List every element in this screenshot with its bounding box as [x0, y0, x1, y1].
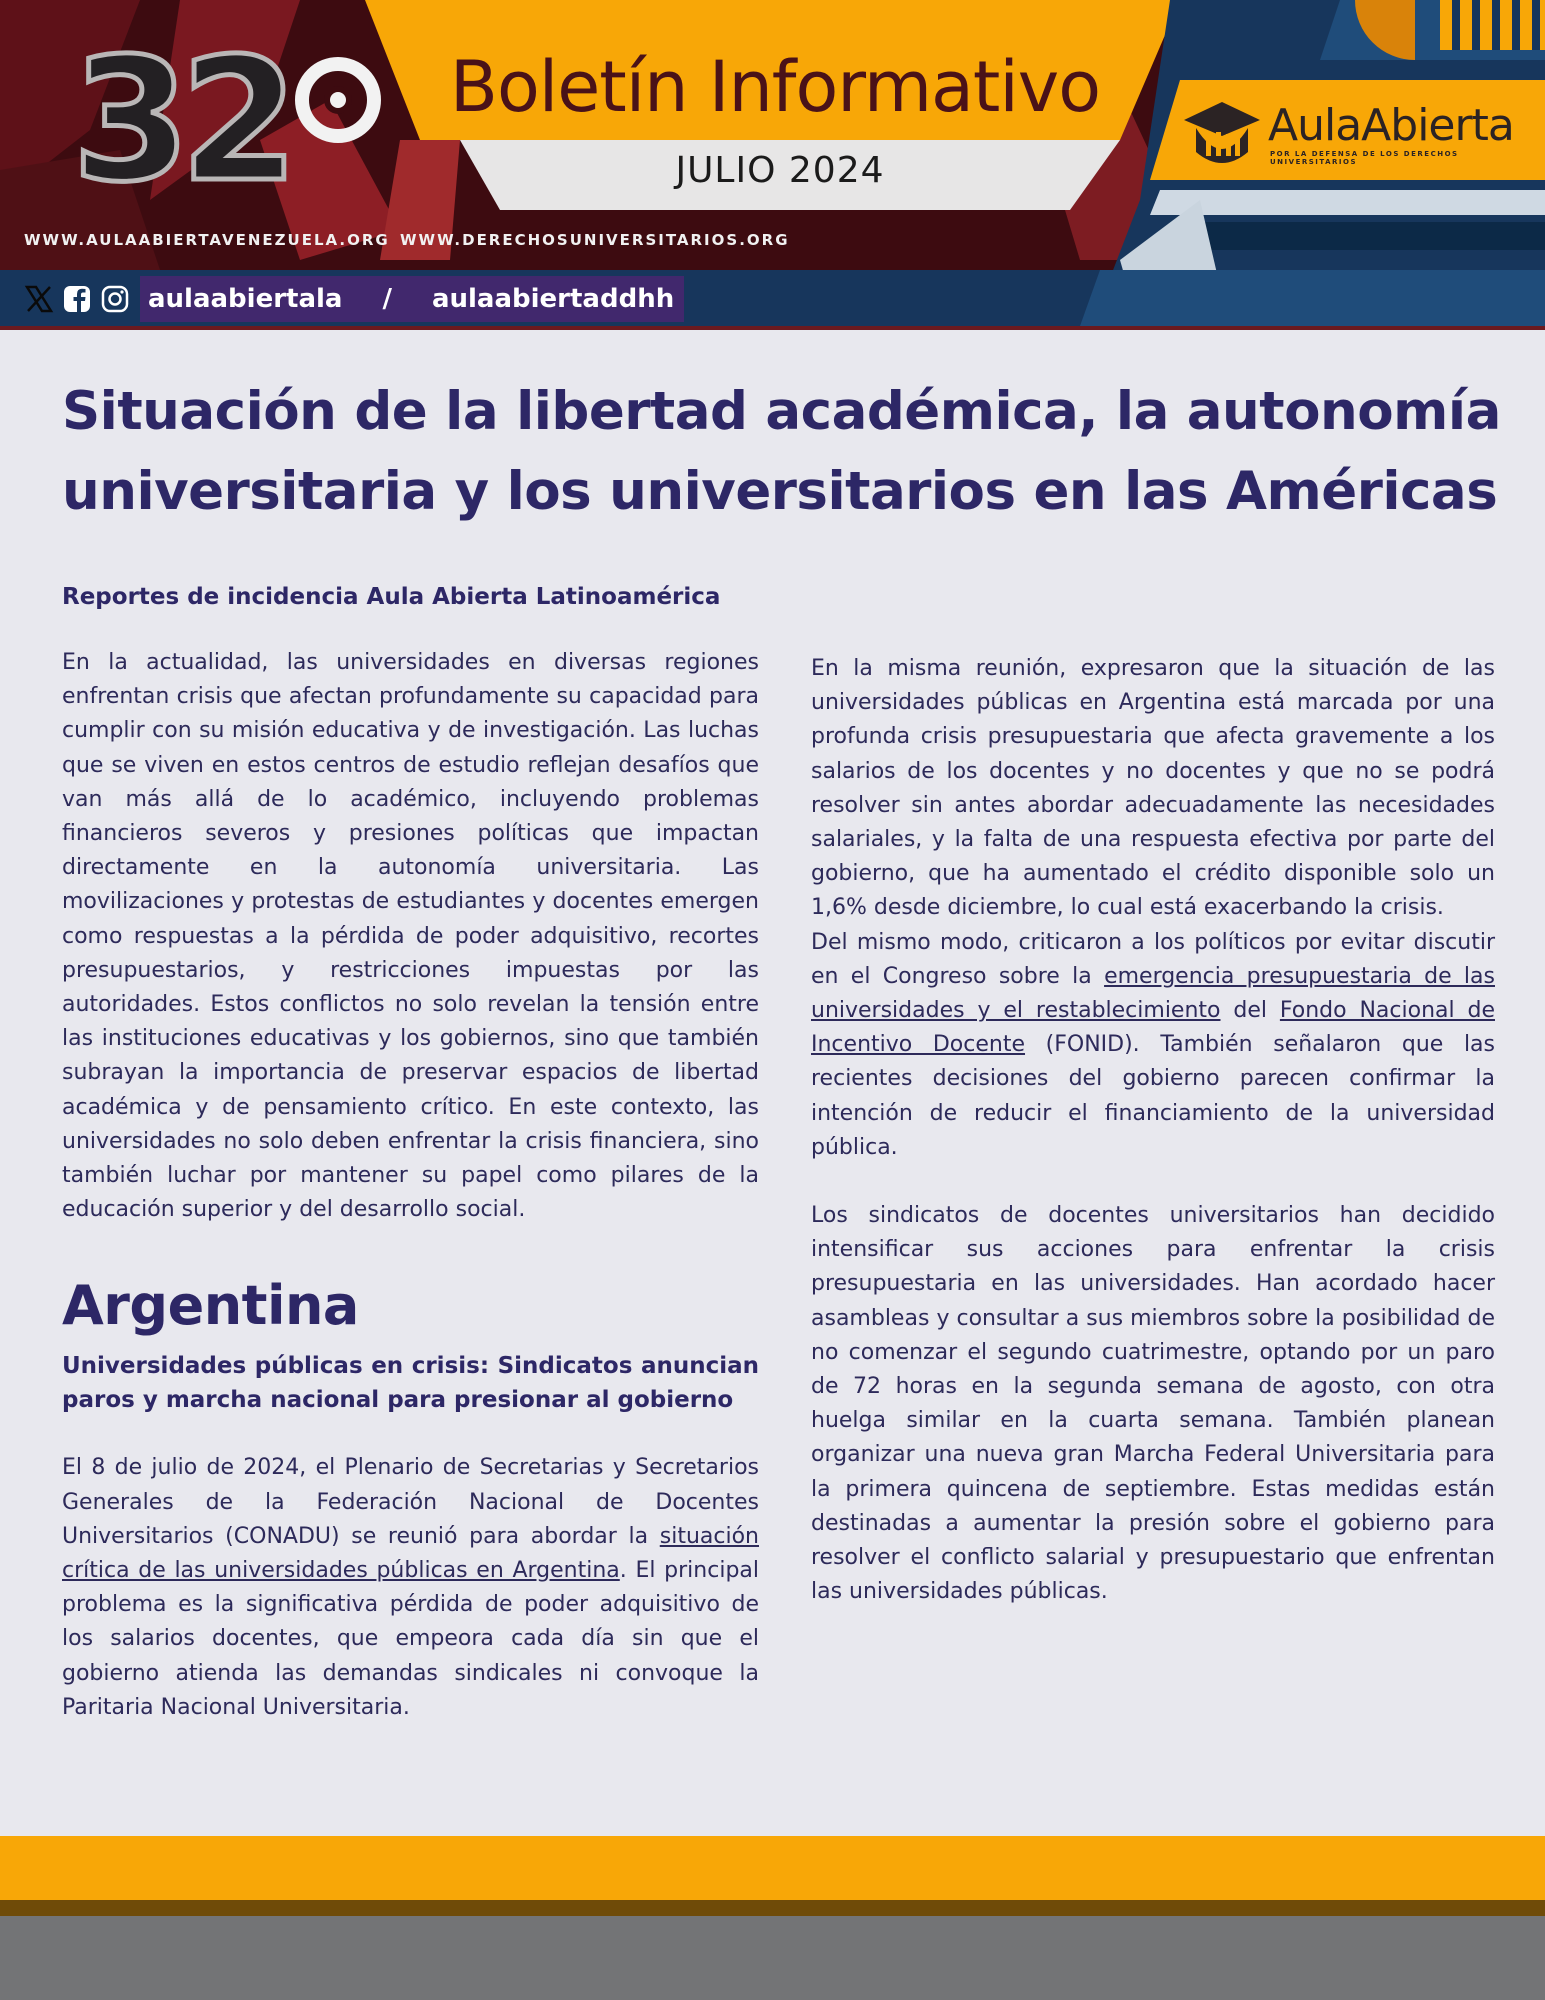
website-link-derechos[interactable]: WWW.DERECHOSUNIVERSITARIOS.ORG [400, 231, 790, 249]
instagram-icon[interactable] [100, 284, 130, 314]
article-title: Situación de la libertad académica, la autonomía universitaria y los universitarios en las Américas [62, 381, 1501, 522]
footer-gray-band [0, 1916, 1545, 2000]
link-emergencia-presupuestaria[interactable]: emergencia presupuestaria de las universidades y el restablecimiento [811, 963, 1495, 1024]
issue-number: 32 [72, 22, 289, 220]
article-subheading: Reportes de incidencia Aula Abierta Latinoamérica [62, 584, 721, 610]
paragraph-congress-text-start: Del mismo modo, criticaron a los políticos por evitar discutir en el Congreso sobre la [811, 929, 1495, 989]
brand-name: AulaAbierta [1268, 100, 1514, 151]
paragraph-congress [811, 926, 1495, 1165]
handle-separator: / [382, 284, 392, 314]
brand-tagline: POR LA DEFENSA DE LOS DERECHOS UNIVERSITARIOS [1270, 150, 1459, 166]
website-link-aulaabierta[interactable]: WWW.AULAABIERTAVENEZUELA.ORG [24, 231, 390, 249]
issue-date: JULIO 2024 [675, 150, 885, 191]
paragraph-conadu-text-start: El 8 de julio de 2024, el Plenario de Secretarias y Secretarios Generales de la Federación Nacional de Docentes Universitarios (CONADU) se reunió para abordar la [62, 1455, 759, 1549]
section-subtitle: Universidades públicas en crisis: Sindicatos anuncian paros y marcha nacional para presionar al gobierno [62, 1353, 759, 1414]
paragraph-budget-crisis: En la misma reunión, expresaron que la situación de las universidades públicas en Argentina está marcada por una profunda crisis presupuestaria que afecta gravemente a los salarios de los docentes y no docentes y que no se podrá resolver sin antes abordar adecuadamente las necesidades salariales, y la falta de una respuesta efectiva por parte del gobierno, que ha aumentado el crédito disponible solo un 1,6% desde diciembre, lo cual está exacerbando la crisis. [811, 656, 1495, 921]
paragraph-congress-text-end: (FONID). También señalaron que las recientes decisiones del gobierno parecen confirmar la intención de reducir el financiamiento de la universidad pública. [811, 1032, 1495, 1160]
section-title-argentina: Argentina [62, 1274, 359, 1338]
footer-orange-band [0, 1836, 1545, 1900]
handle-aulaabiertala[interactable]: aulaabiertala [148, 284, 343, 314]
x-icon[interactable] [24, 284, 54, 314]
paragraph-congress-text-mid: del [1220, 998, 1280, 1024]
handle-aulaabiertaddhh[interactable]: aulaabiertaddhh [431, 284, 675, 314]
social-icons [24, 282, 130, 316]
bulletin-title: Boletín Informativo [449, 46, 1101, 128]
link-situacion-critica[interactable]: situación crítica de las universidades públicas en Argentina [62, 1523, 759, 1584]
paragraph-unions-actions: Los sindicatos de docentes universitarios han decidido intensificar sus acciones para enfrentar la crisis presupuestaria en las universidades. Han acordado hacer asambleas y consultar a sus miembros sobre la posibilidad de no comenzar el segundo cuatrimestre, optando por un paro de 72 horas en la segunda semana de agosto, con otra huelga similar en la cuarta semana. También planean organizar una nueva gran Marcha Federal Universitaria para la primera quincena de septiembre. Estas medidas están destinadas a aumentar la presión sobre el gobierno para resolver el conflicto salarial y presupuestario que enfrentan las universidades públicas. [811, 1203, 1495, 1605]
bulletin-header [0, 0, 1545, 330]
paragraph-conadu-text-end: . El principal problema es la significativa pérdida de poder adquisitivo de los salarios docentes, que empeora cada día sin que el gobierno atienda las demandas sindicales ni convoque la Paritaria Nacional Universitaria. [62, 1558, 759, 1720]
paragraph-conadu [62, 1451, 759, 1725]
intro-paragraph: En la actualidad, las universidades en diversas regiones enfrentan crisis que afectan profundamente su capacidad para cumplir con su misión educativa y de investigación. Las luchas que se viven en estos centros de estudio reflejan desafíos que van más allá de lo académico, incluyendo problemas financieros severos y presiones políticas que impactan directamente en la autonomía universitaria. Las movilizaciones y protestas de estudiantes y docentes emergen como respuestas a la pérdida de poder adquisitivo, recortes presupuestarios, y restricciones impuestas por las autoridades. Estos conflictos no solo revelan la tensión entre las instituciones educativas y los gobiernos, sino que también subrayan la importancia de preservar espacios de libertad académica y de pensamiento crítico. En este contexto, las universidades no solo deben enfrentar la crisis financiera, sino también luchar por mantener su papel como pilares de la educación superior y del desarrollo social. [62, 650, 759, 1223]
aulaabierta-logo-icon [1182, 100, 1262, 170]
footer-brown-band [0, 1900, 1545, 1916]
link-fonid[interactable]: Fondo Nacional de Incentivo Docente [811, 998, 1495, 1058]
facebook-icon[interactable] [62, 284, 92, 314]
right-column [811, 652, 1495, 1609]
left-column [62, 580, 759, 1725]
social-handles [140, 276, 684, 322]
